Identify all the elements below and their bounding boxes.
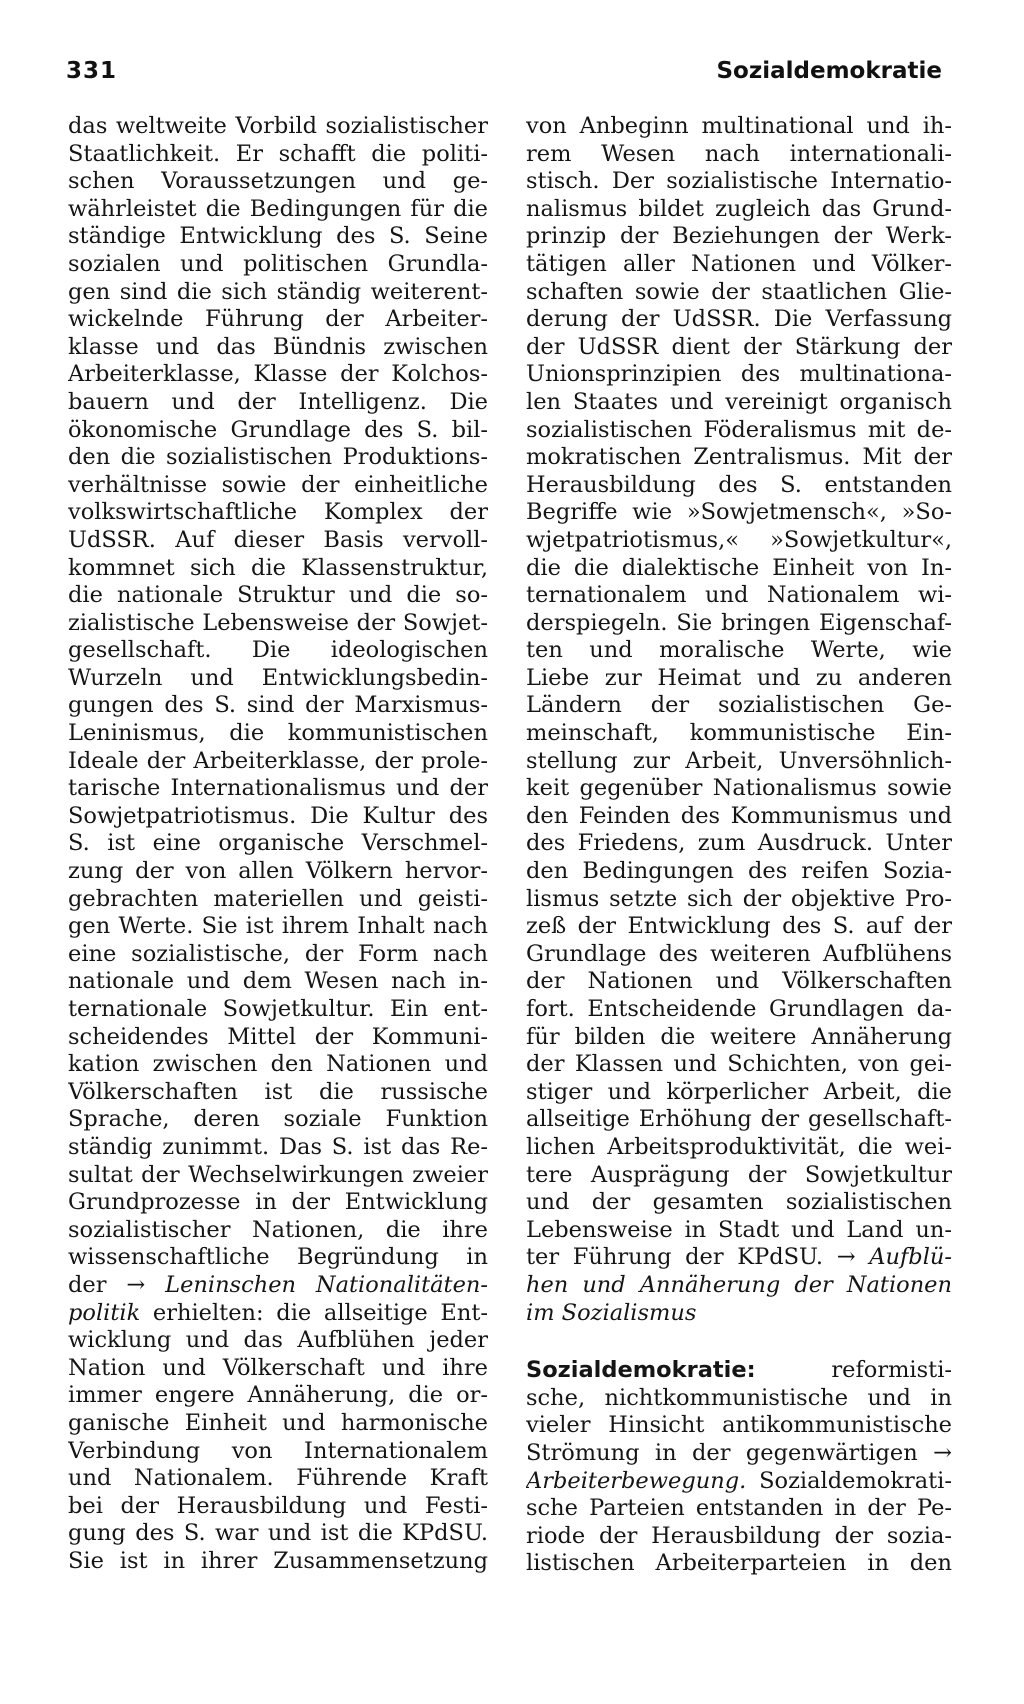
text-line: volkswirtschaftliche Komplex der [68,499,488,526]
text-line: ständig zunimmt. Das S. ist das Re- [68,1133,488,1160]
text-line: sozialistischer Nationen, die ihre [68,1216,488,1243]
text-line: der UdSSR dient der Stärkung der [526,333,952,360]
cross-reference-link[interactable]: im Sozialismus [526,1299,697,1326]
text-line: UdSSR. Auf dieser Basis vervoll- [68,526,488,553]
text-line: lismus setzte sich der objektive Pro- [526,885,952,912]
text-line: rem Wesen nach internationali- [526,140,952,167]
text-line: zung der von allen Völkern hervor- [68,858,488,885]
text-line: und Nationalem. Führende Kraft [68,1465,488,1492]
text-line: Ländern der sozialistischen Ge- [526,692,952,719]
text-line: fort. Entscheidende Grundlagen da- [526,996,952,1022]
text-line: kommnet sich die Klassenstruktur, [68,554,488,581]
text-line: lichen Arbeitsproduktivität, die wei- [526,1133,952,1160]
text-line: für bilden die weitere Annäherung [526,1023,952,1050]
text-line: Sprache, deren soziale Funktion [68,1106,488,1133]
text-line: allseitige Erhöhung der gesellschaft- [526,1106,952,1133]
text-line: wissenschaftliche Begründung in [68,1244,488,1271]
text-line-cross-reference [526,1468,952,1496]
text-line: das weltweite Vorbild sozialistischer [68,113,488,139]
text-line: währleistet die Bedingungen für die [68,195,488,222]
text-line: Ideale der Arbeiterklasse, der prole- [68,747,488,774]
text-line: ganische Einheit und harmonische [68,1409,488,1436]
text-line-cross-reference [68,1300,488,1328]
cross-reference-link[interactable] [126,1272,488,1298]
cross-reference-link[interactable]: politik [68,1299,141,1326]
text-line: von Anbeginn multinational und ih- [526,113,952,139]
text-line: meinschaft, kommunistische Ein- [526,720,952,747]
left-column-body-continued [68,1327,488,1575]
dictionary-entry-sozialdemokratie [526,1357,952,1578]
text-line: sultat der Wechselwirkungen zweier [68,1161,488,1188]
right-column [526,113,952,1578]
text-line: stiger und körperlicher Arbeit, die [526,1078,952,1105]
left-column-body [68,113,488,1272]
cross-reference-link[interactable]: Arbeiterbewegung. [526,1467,747,1494]
text-line: verhältnisse sowie der einheitliche [68,471,488,498]
entry-body [526,1385,952,1440]
text-line: vieler Hinsicht antikommunistische [526,1412,952,1439]
text-line: klasse und das Bündnis zwischen [68,333,488,360]
text-line: des Friedens, zum Ausdruck. Unter [526,830,952,857]
text-line: Sie ist in ihrer Zusammensetzung [68,1547,488,1574]
text-line: kation zwischen den Nationen und [68,1051,488,1078]
text-line: nationale und dem Wesen nach in- [68,968,488,995]
text-line: tätigen aller Nationen und Völker- [526,250,952,277]
text-line: gesellschaft. Die ideologischen [68,637,488,664]
text-line: Nation und Völkerschaft und ihre [68,1354,488,1381]
text-line: keit gegenüber Nationalismus sowie [526,775,952,802]
text-line: eine sozialistische, der Form nach [68,940,488,967]
text-line: ständige Entwicklung des S. Seine [68,223,488,250]
text-line: die die dialektische Einheit von In- [526,554,952,581]
text-line: gungen des S. sind der Marxismus- [68,692,488,719]
text-line: Unionsprinzipien des multinationa- [526,361,952,388]
text-line: Begriffe wie »Sowjetmensch«, »So- [526,499,952,526]
text-line: gen Werte. Sie ist ihrem Inhalt nach [68,913,488,940]
arrow-right-icon[interactable]: → [933,1439,952,1466]
arrow-right-icon: → [126,1271,146,1298]
text-line: mokratischen Zentralismus. Mit der [526,444,952,471]
cross-reference-text: Leninschen Nationalitäten- [145,1271,488,1298]
text-line: die nationale Struktur und die so- [68,582,488,609]
text-line: S. ist eine organische Verschmel- [68,830,488,857]
text-line: ternationale Sowjetkultur. Ein ent- [68,996,488,1022]
text-line: Grundlage des weiteren Aufblühens [526,940,952,967]
text-line: Verbindung von Internationalem [68,1437,488,1464]
text-fragment: der [68,1271,127,1298]
text-line: Wurzeln und Entwicklungsbedin- [68,664,488,691]
text-line: ternationalem und Nationalem wi- [526,582,952,609]
text-line: sche, nichtkommunistische und in [526,1384,952,1411]
text-line: wickelnde Führung der Arbeiter- [68,306,488,333]
arrow-right-icon: → [836,1244,856,1271]
text-line: tere Ausprägung der Sowjetkultur [526,1161,952,1188]
text-line: nalismus bildet zugleich das Grund- [526,195,952,222]
text-line: ten und moralische Werte, wie [526,637,952,664]
text-line: der Nationen und Völkerschaften [526,968,952,995]
text-fragment: Sozialdemokrati- [746,1467,952,1494]
text-line-cross-reference [526,1440,952,1468]
text-line: immer engere Annäherung, die or- [68,1382,488,1409]
text-line: Staatlichkeit. Er schafft die politi- [68,140,488,167]
text-line: prinzip der Beziehungen der Werk- [526,223,952,250]
page-number: 331 [66,58,118,84]
text-line: Lebensweise in Stadt und Land un- [526,1216,952,1243]
entry-first-line [526,1357,952,1385]
text-line: tarische Internationalismus und der [68,775,488,802]
text-line: stellung zur Arbeit, Unversöhnlich- [526,747,952,774]
text-line: Leninismus, die kommunistischen [68,720,488,747]
text-line: der Klassen und Schichten, von gei- [526,1051,952,1078]
text-line: den die sozialistischen Produktions- [68,444,488,471]
text-line: schen Voraussetzungen und ge- [68,168,488,195]
text-line: sozialen und politischen Grundla- [68,250,488,277]
entry-body-continued [526,1495,952,1578]
text-line: wjetpatriotismus,« »Sowjetkultur«, [526,526,952,553]
text-line: Liebe zur Heimat und zu anderen [526,664,952,691]
text-fragment: Strömung in der gegenwärtigen [526,1439,934,1466]
text-line: Völkerschaften ist die russische [68,1078,488,1105]
text-line: wicklung und das Aufblühen jeder [68,1327,488,1354]
cross-reference-text: Aufblü- [855,1244,952,1271]
text-line: zeß der Entwicklung des S. auf der [526,913,952,940]
text-fragment: erhielten: die allseitige Ent- [140,1299,488,1326]
text-line: und der gesamten sozialistischen [526,1189,952,1216]
text-line: stisch. Der sozialistische Internatio- [526,168,952,195]
cross-reference-link[interactable] [837,1244,952,1270]
text-line: sozialistischen Föderalismus mit de- [526,416,952,443]
text-line: derung der UdSSR. Die Verfassung [526,306,952,333]
text-line: gebrachten materiellen und geisti- [68,885,488,912]
text-line: zialistische Lebensweise der Sowjet- [68,609,488,636]
text-line: Sowjetpatriotismus. Die Kultur des [68,802,488,829]
entry-separator [526,1327,952,1357]
text-line-cross-reference [68,1272,488,1300]
text-line: Herausbildung des S. entstanden [526,471,952,498]
text-line: den Bedingungen des reifen Sozia- [526,858,952,885]
text-line: gen sind die sich ständig weiterent- [68,278,488,305]
text-fragment: ter Führung der KPdSU. [526,1244,837,1271]
text-line-cross-reference [526,1244,952,1272]
text-line: derspiegeln. Sie bringen Eigenschaf- [526,609,952,636]
text-line: sche Parteien entstanden in der Pe- [526,1495,952,1522]
text-fragment: reformisti- [755,1357,952,1384]
text-line: scheidendes Mittel der Kommuni- [68,1023,488,1050]
text-line: den Feinden des Kommunismus und [526,802,952,829]
text-line: gung des S. war und ist die KPdSU. [68,1520,488,1547]
text-line: bei der Herausbildung und Festi- [68,1492,488,1519]
cross-reference-link[interactable]: hen und Annäherung der Nationen [526,1271,952,1298]
text-line: Arbeiterklasse, Klasse der Kolchos- [68,361,488,388]
text-line: bauern und der Intelligenz. Die [68,388,488,415]
text-line: ökonomische Grundlage des S. bil- [68,416,488,443]
text-line: schaften sowie der staatlichen Glie- [526,278,952,305]
text-line: riode der Herausbildung der sozia- [526,1522,952,1549]
running-head: Sozialdemokratie [716,58,942,84]
left-column [68,113,488,1575]
text-line: listischen Arbeiterparteien in den [526,1550,952,1577]
entry-headword: Sozialdemokratie: [526,1357,756,1384]
text-line: Grundprozesse in der Entwicklung [68,1189,488,1216]
text-line: len Staates und vereinigt organisch [526,388,952,415]
right-column-body [526,113,952,1244]
